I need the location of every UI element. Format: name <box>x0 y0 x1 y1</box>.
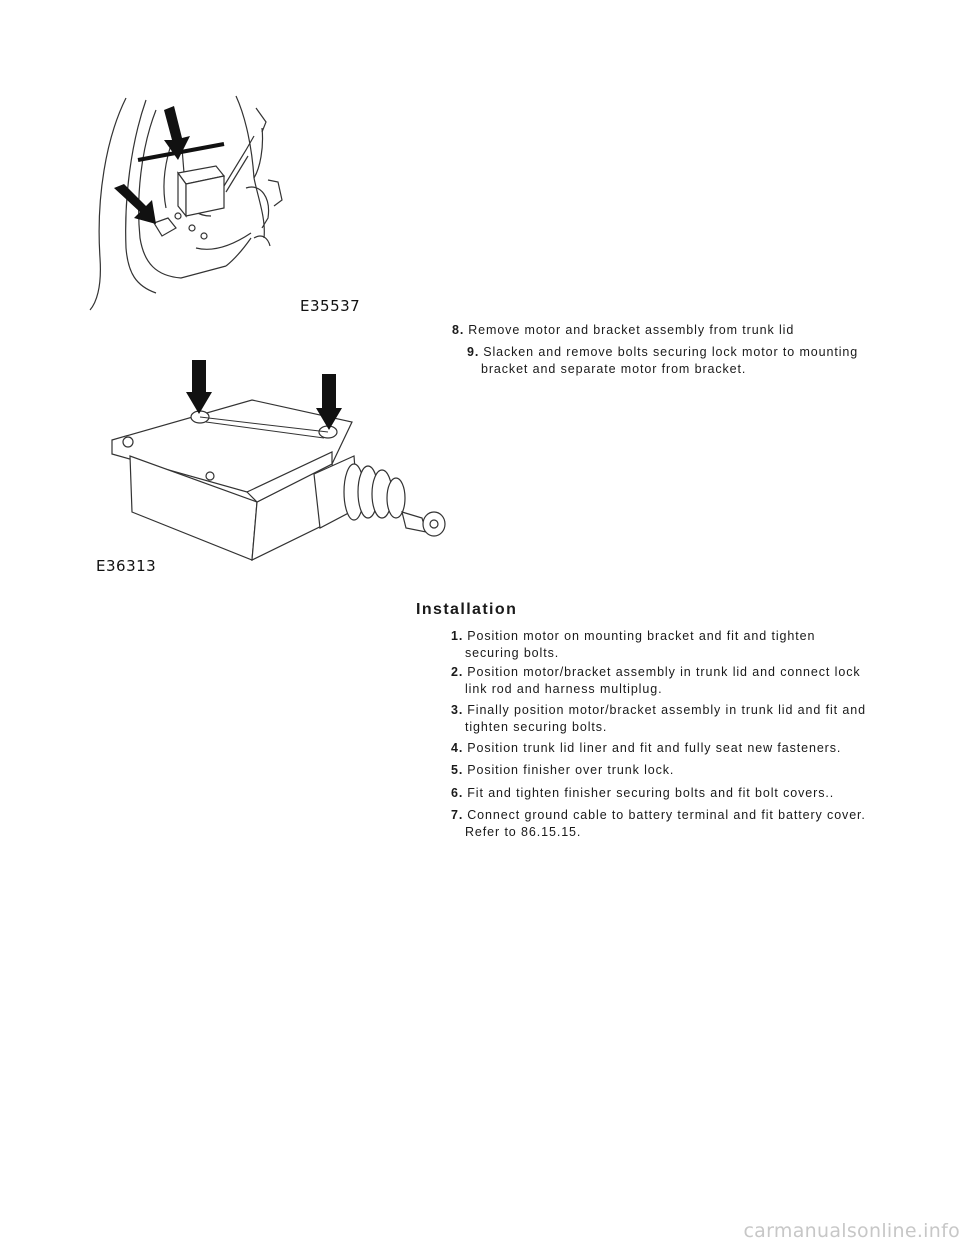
figure-lock-motor-bracket <box>92 352 462 567</box>
step-number: 7. <box>451 808 464 822</box>
step-text-line-2: link rod and harness multiplug. <box>465 682 663 696</box>
step-number: 5. <box>451 763 464 777</box>
step-text-line-1: Connect ground cable to battery terminal and fit battery cover. <box>467 808 866 822</box>
installation-step-4 <box>451 740 841 757</box>
step-text-line-1: Finally position motor/bracket assembly in trunk lid and fit and <box>467 703 866 717</box>
figure-id-top: E35537 <box>300 297 361 315</box>
step-number: 4. <box>451 741 464 755</box>
installation-step-3 <box>451 702 866 736</box>
step-number: 3. <box>451 703 464 717</box>
lock-motor-illustration <box>92 352 462 567</box>
step-text: Remove motor and bracket assembly from trunk lid <box>468 323 795 337</box>
step-text-line-1: Slacken and remove bolts securing lock motor to mounting <box>483 345 859 359</box>
step-text-line-1: Position finisher over trunk lock. <box>467 763 675 777</box>
step-text-line-1: Position trunk lid liner and fit and fully seat new fasteners. <box>467 741 842 755</box>
figure-id-bottom: E36313 <box>96 557 157 575</box>
step-number: 9. <box>467 345 480 359</box>
step-number: 8. <box>452 323 465 337</box>
installation-step-2 <box>451 664 861 698</box>
installation-step-5 <box>451 762 674 779</box>
section-title-installation: Installation <box>416 601 518 618</box>
step-text-line-1: Position motor/bracket assembly in trunk lid and connect lock <box>467 665 861 679</box>
step-number: 6. <box>451 786 464 800</box>
step-number: 1. <box>451 629 464 643</box>
step-text-line-1: Position motor on mounting bracket and fit and tighten <box>467 629 816 643</box>
removal-step-8 <box>452 322 794 339</box>
installation-step-7 <box>451 807 866 841</box>
step-text-line-2: securing bolts. <box>465 646 560 660</box>
step-text-line-2: Refer to 86.15.15. <box>465 825 582 839</box>
step-text-line-2: bracket and separate motor from bracket. <box>481 362 747 376</box>
installation-step-1 <box>451 628 815 662</box>
watermark: carmanualsonline.info <box>743 1220 960 1242</box>
installation-step-6 <box>451 785 834 802</box>
step-number: 2. <box>451 665 464 679</box>
trunk-lid-illustration <box>86 88 366 318</box>
step-text-line-2: tighten securing bolts. <box>465 720 608 734</box>
removal-step-9 <box>467 344 858 378</box>
figure-trunk-lid-motor <box>86 88 366 318</box>
step-text-line-1: Fit and tighten finisher securing bolts and fit bolt covers.. <box>467 786 835 800</box>
